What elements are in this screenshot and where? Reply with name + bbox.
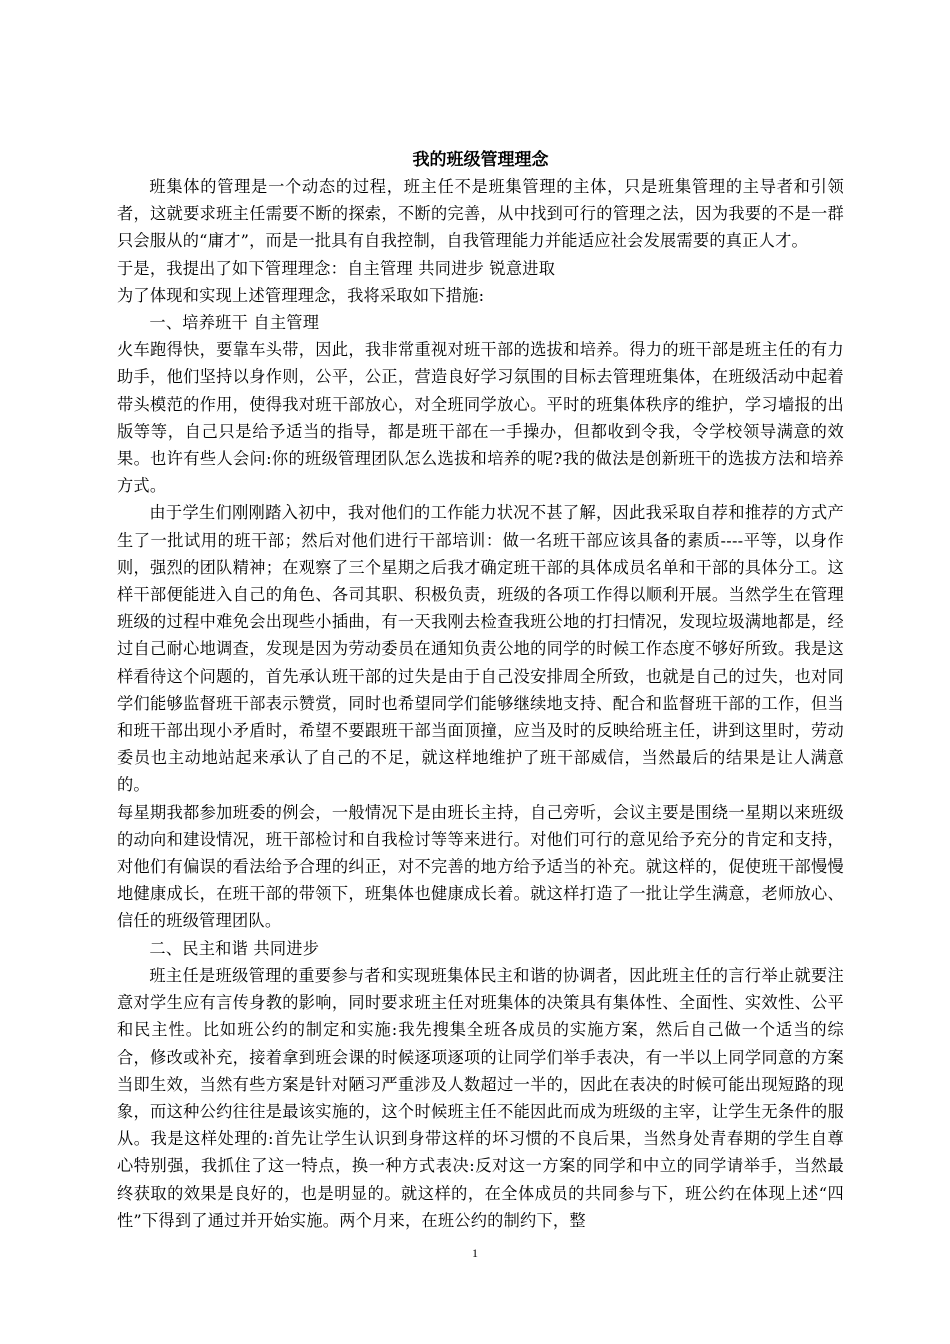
philosophy-statement: 于是，我提出了如下管理理念：自主管理 共同进步 锐意进取 [117,258,556,278]
section-heading-1: 一、培养班干 自主管理 [149,313,320,333]
body-paragraph: 每星期我都参加班委的例会，一般情况下是由班长主持，自己旁听，会议主要是围绕一星期以来班级的动向和建设情况，班干部检讨和自我检讨等等来进行。对他们可行的意见给予充分的肯定和支持，对他们有偏误的看法给予合理的纠正，对不完善的地方给予适当的补充。就这样的，促使班干部慢慢地健康成长，在班干部的带领下，班集体也健康成长着。就这样打造了一批让学生满意，老师放心、信任的班级管理团队。 [117,802,844,931]
document-title: 我的班级管理理念 [412,150,549,170]
body-paragraph: 火车跑得快，要靠车头带，因此，我非常重视对班干部的选拔和培养。得力的班干部是班主任的有力助手，他们坚持以身作则，公平，公正，营造良好学习氛围的目标去管理班集体，在班级活动中起着带头模范的作用，使得我对班干部放心，对全班同学放心。平时的班集体秩序的维护，学习墙报的出版等等，自己只是给予适当的指导，都是班干部在一手操办，但都收到令我，令学校领导满意的效果。也许有些人会问:你的班级管理团队怎么选拔和培养的呢?我的做法是创新班干的选拔方法和培养方式。 [117,340,844,496]
body-paragraph: 由于学生们刚刚踏入初中，我对他们的工作能力状况不甚了解，因此我采取自荐和推荐的方式产生了一批试用的班干部；然后对他们进行干部培训：做一名班干部应该具备的素质----平等，以身作则，强烈的团队精神；在观察了三个星期之后我才确定班干部的具体成员名单和干部的具体分工。这样干部便能进入自己的角色、各司其职、积极负责，班级的各项工作得以顺利开展。当然学生在管理班级的过程中难免会出现些小插曲，有一天我刚去检查我班公地的打扫情况，发现垃圾满地都是，经过自己耐心地调查，发现是因为劳动委员在通知负责公地的同学的时候工作态度不够好所致。我是这样看待这个问题的，首先承认班干部的过失是由于自己没安排周全所致，也就是自己的过失，也对同学们能够监督班干部表示赞赏，同时也希望同学们能够继续地支持、配合和监督班干部的工作，但当和班干部出现小矛盾时，希望不要跟班干部当面顶撞，应当及时的反映给班主任，讲到这里时，劳动委员也主动地站起来承认了自己的不足，就这样地维护了班干部威信，当然最后的结果是让人满意的。 [117,503,844,795]
section-heading-2: 二、民主和谐 共同进步 [149,938,320,958]
intro-paragraph: 班集体的管理是一个动态的过程，班主任不是班集管理的主体，只是班集管理的主导者和引领者，这就要求班主任需要不断的探索，不断的完善，从中找到可行的管理之法，因为我要的不是一群只会服从的“庸才”，而是一批具有自我控制，自我管理能力并能适应社会发展需要的真正人才。 [117,177,844,251]
page-number: 1 [472,1246,478,1260]
document-page [117,148,844,1234]
body-paragraph: 班主任是班级管理的重要参与者和实现班集体民主和谐的协调者，因此班主任的言行举止就要注意对学生应有言传身教的影响，同时要求班主任对班集体的决策具有集体性、全面性、实效性、公平和民主性。比如班公约的制定和实施:我先搜集全班各成员的实施方案，然后自己做一个适当的综合，修改或补充，接着拿到班会课的时候逐项逐项的让同学们举手表决，有一半以上同学同意的方案当即生效，当然有些方案是针对陋习严重涉及人数超过一半的，因此在表决的时候可能出现短路的现象，而这种公约往往是最该实施的，这个时候班主任不能因此而成为班级的主宰，让学生无条件的服从。我是这样处理的:首先让学生认识到身带这样的坏习惯的不良后果，当然身处青春期的学生自尊心特别强，我抓住了这一特点，换一种方式表决:反对这一方案的同学和中立的同学请举手，当然最终获取的效果是良好的，也是明显的。就这样的，在全体成员的共同参与下，班公约在体现上述“四性”下得到了通过并开始实施。两个月来，在班公约的制约下，整 [117,965,844,1230]
measures-intro: 为了体现和实现上述管理理念，我将采取如下措施: [117,285,485,305]
